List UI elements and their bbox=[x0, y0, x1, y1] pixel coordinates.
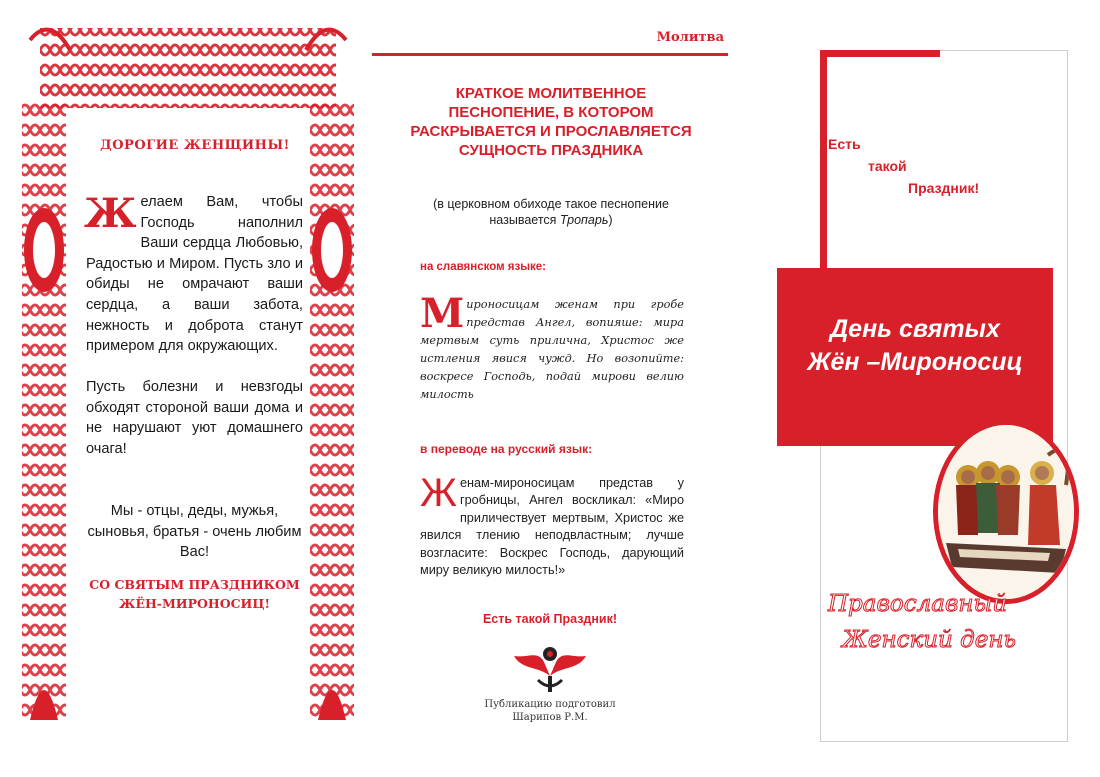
tagline: Есть такой Праздник! bbox=[482, 612, 618, 626]
section-divider bbox=[372, 53, 728, 56]
russian-text-body: енам-мироносицам представ у гробницы, Ангел воскликал: «Миро приличествует мертвым, Христос же явился тлению неподвластным; лучше возгласите: Воскрес Господь, дарующий миру великую милость!» bbox=[420, 476, 684, 578]
slavonic-text bbox=[420, 290, 684, 404]
drop-cap: Ж bbox=[420, 471, 457, 515]
greeting-heading: ДОРОГИЕ ЖЕНЩИНЫ! bbox=[100, 138, 290, 153]
cover-footer-line-2: Женский день bbox=[842, 627, 1017, 653]
prayer-note-text: (в церковном обиходе такое песнопение называется bbox=[433, 197, 669, 227]
prayer-note-end: ) bbox=[608, 213, 613, 227]
cover-panel bbox=[770, 20, 1088, 750]
publication-credit-line-1: Публикацию подготовил bbox=[484, 699, 616, 710]
cover-accent-bar bbox=[820, 50, 827, 300]
greeting-paragraph-1 bbox=[86, 192, 303, 357]
russian-label: в переводе на русский язык: bbox=[420, 442, 593, 456]
drop-cap: Ж bbox=[84, 190, 137, 237]
birds-emblem-icon bbox=[508, 636, 592, 694]
greeting-paragraph-3: Мы - отцы, деды, мужья, сыновья, братья - очень любим Вас! bbox=[87, 503, 302, 561]
cover-title-line-1: День святых bbox=[830, 315, 1000, 343]
russian-text bbox=[420, 471, 684, 579]
prayer-note bbox=[412, 196, 690, 228]
slavonic-text-body: ироносицам женам при гробе представ Ангел, вопияше: мира мертвым суть прилична, Христос же истления явися чужд. Но возопийте: воскресе Господь, подай мирови велию милость bbox=[420, 298, 684, 401]
drop-cap: М bbox=[420, 290, 465, 337]
slavonic-label: на славянском языке: bbox=[420, 261, 547, 273]
cover-footer-line-1: Православный bbox=[828, 591, 1008, 617]
cover-tag-word-2: такой bbox=[868, 158, 907, 174]
greeting-closing-line-2: ЖЁН-МИРОНОСИЦ! bbox=[119, 596, 270, 611]
icon-medallion bbox=[933, 420, 1079, 604]
prayer-note-term: Тропарь bbox=[559, 213, 609, 227]
prayer-title: КРАТКОЕ МОЛИТВЕННОЕ ПЕСНОПЕНИЕ, В КОТОРОМ РАСКРЫВАЕТСЯ И ПРОСЛАВЛЯЕТСЯ СУЩНОСТЬ ПРАЗДНИКА bbox=[410, 85, 692, 159]
greeting-paragraph-1-text: елаем Вам, чтобы Господь наполнил Ваши сердца Любовью, Радостью и Миром. Пусть зло и обиды не омрачают ваши сердца, а ваши забота, нежность и доброта станут примером для окружающих. bbox=[86, 194, 303, 355]
cover-title-line-2: Жён –Мироносиц bbox=[807, 348, 1023, 376]
prayer-panel bbox=[372, 20, 728, 750]
greeting-paragraph-2: Пусть болезни и невзгоды обходят стороной ваши дома и не нарушают уют домашнего очага! bbox=[86, 379, 303, 457]
cover-title bbox=[777, 313, 1053, 379]
greeting-closing-line-1: СО СВЯТЫМ ПРАЗДНИКОМ bbox=[89, 577, 300, 592]
myrrhbearers-icon bbox=[938, 425, 1074, 599]
publication-credit-line-2: Шарипов Р.М. bbox=[512, 712, 588, 723]
publication-credit bbox=[372, 698, 728, 724]
cover-tag-word-1: Есть bbox=[828, 136, 861, 152]
cover-tag-word-3: Праздник! bbox=[908, 180, 980, 196]
cover-accent-bar-top bbox=[820, 50, 940, 57]
greeting-panel bbox=[20, 20, 356, 750]
section-label: Молитва bbox=[656, 30, 724, 45]
cover-footer bbox=[828, 586, 1028, 658]
greeting-closing bbox=[86, 575, 303, 613]
